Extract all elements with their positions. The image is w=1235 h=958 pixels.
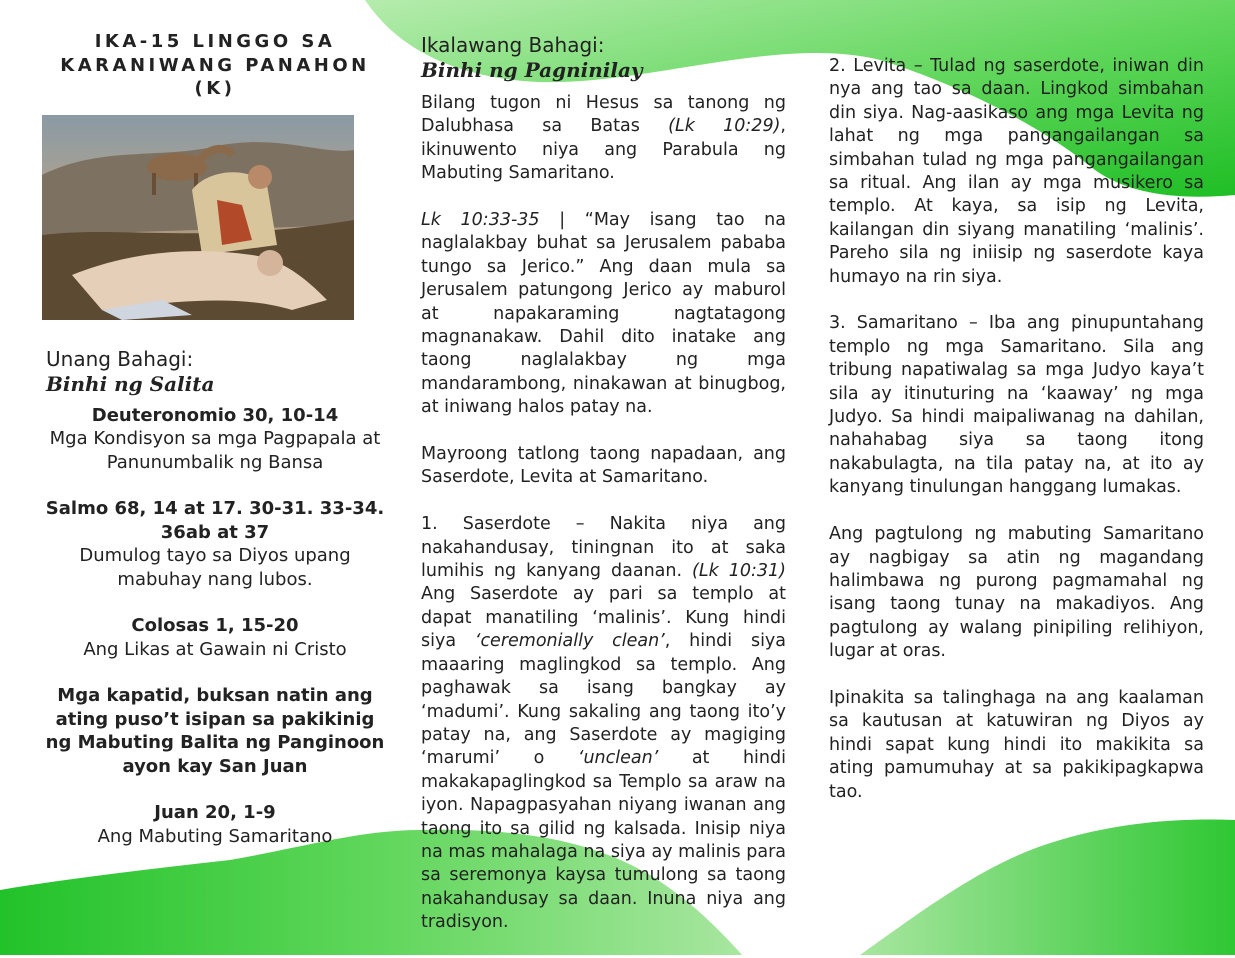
part2-subtitle: Binhi ng Pagninilay <box>421 58 643 82</box>
reading-2 <box>40 497 390 591</box>
text: , hindi siya maaaring maglingkod sa templo. Ang paghawak sa isang bangkay ay ‘madumi’. Kung sakaling ang taong ito’y patay na, ang Saserdote ay magiging ‘marumi’ o <box>421 631 787 769</box>
part1-label: Unang Bahagi: <box>46 346 194 371</box>
paragraph-samaritano: 3. Samaritano – Iba ang pinupuntahang templo ng mga Samaritano. Sila ang tribung napatiwalag sa mga Judyo kaya’t sila ay itinuturing na ‘kaaway’ ng mga Judyo. Sa hindi maipaliwanag na dahilan, nahahabag siya sa taong itong nakabulagta, na tila patay na, at ito ay kanyang tinulungan hanggang lumakas. <box>829 313 1204 498</box>
paragraph <box>421 209 786 420</box>
column-left <box>40 30 390 871</box>
reading-3-desc: Ang Likas at Gawain ni Cristo <box>83 638 347 660</box>
reading-1-desc: Mga Kondisyon sa mga Pagpapala at Panunumbalik ng Bansa <box>49 428 381 473</box>
text: at hindi makakapaglingkod sa Templo sa araw na iyon. Napagpasyahan niyang iwanan ang taong ito sa gilid ng kalsada. Inisip niya na mas mahalaga na siya ay malinis para sa seremonya kaysa tumulong sa taong nakahandusay sa daan. Inuna niya ang tradisyon. <box>421 748 786 933</box>
reading-1 <box>40 404 390 475</box>
paragraph-pagtulong: Ang pagtulong ng mabuting Samaritano ay nagbigay sa atin ng magandang halimbawa ng purong pagmamahal ng isang taong tunay na makadiyos. Ang pagtulong ay walang pinipiling relihiyon, lugar at oras. <box>829 524 1204 662</box>
text: , ikinuwento niya ang Parabula ng Mabuting Samaritano. <box>421 116 786 184</box>
text: Bilang tugon ni Hesus sa tanong ng Dalubhasa sa Batas <box>421 93 786 137</box>
italic-term: ‘ceremonially clean’ <box>474 631 665 652</box>
scripture-ref: (Lk 10:31) <box>692 561 786 582</box>
reading-1-ref: Deuteronomio 30, 10-14 <box>91 404 339 426</box>
gospel-desc: Ang Mabuting Samaritano <box>97 825 333 847</box>
reading-3-ref: Colosas 1, 15-20 <box>131 615 299 636</box>
paragraph-levita: 2. Levita – Tulad ng saserdote, iniwan din nya ang tao sa daan. Lingkod simbahan din siya. Nag-aasikaso ang mga Levita ng lahat ng mga pangangailangan sa simbahan tulad ng mga pangangailangan sa ritual. Ang ilan ay mga musikero sa templo. At kaya, sa isip ng Levita, kailangan din siyang manatiling ‘malinis’. Pareho sila ng iniisip ng saserdote kaya humayo na rin siya. <box>829 56 1204 287</box>
good-samaritan-painting <box>42 115 354 320</box>
text: 1. Saserdote – Nakita niya ang nakahandusay, tiningnan ito at saka lumihis ng kanyang daanan. <box>421 514 786 582</box>
paragraph-talinghaga: Ipinakita sa talinghaga na ang kaalaman sa kautusan at katuwiran ng Diyos ay hindi sapat kung hindi ito makikita sa ating pamumuhay at sa pakikipagkapwa tao. <box>829 687 1204 802</box>
column-middle <box>421 32 786 958</box>
text: | “May isang tao na naglalakbay buhat sa Jerusalem pababa tungo sa Jerico.” Ang daan mula sa Jerusalem patungong Jerico ay maburol at napakaraming nagtatagong magnanakaw. Dahil dito inatake ang taong naglalakbay ng mga mandarambong, ninakawan at binugbog, at iniwang halos patay na. <box>421 210 786 418</box>
page-title: IKA-15 LINGGO SA KARANIWANG PANAHON (K) <box>60 31 370 99</box>
gospel-prompt: Mga kapatid, buksan natin ang ating puso’t isipan sa pakikinig ng Mabuting Balita ng Panginoon ayon kay San Juan <box>45 685 385 777</box>
reading-2-desc: Dumulog tayo sa Diyos upang mabuhay nang lubos. <box>79 545 351 590</box>
column-right <box>829 55 1204 827</box>
gospel-ref: Juan 20, 1-9 <box>154 802 276 823</box>
scripture-ref: (Lk 10:29) <box>668 116 781 137</box>
paragraph: Mayroong tatlong taong napadaan, ang Saserdote, Levita at Samaritano. <box>421 444 786 488</box>
paragraph <box>421 92 786 186</box>
part2-label: Ikalawang Bahagi: <box>421 33 605 57</box>
reading-3 <box>40 614 390 661</box>
reading-2-ref: Salmo 68, 14 at 17. 30-31. 33-34. 36ab at 37 <box>45 498 385 543</box>
part1-subtitle: Binhi ng Salita <box>46 371 215 396</box>
scripture-ref: Lk 10:33-35 <box>421 210 540 231</box>
paragraph <box>421 513 786 934</box>
text: Ang Saserdote ay pari sa templo at dapat manatiling ‘malinis’. Kung hindi siya <box>421 584 786 652</box>
gospel-reading <box>40 801 390 848</box>
italic-term: ‘unclean’ <box>577 748 659 769</box>
